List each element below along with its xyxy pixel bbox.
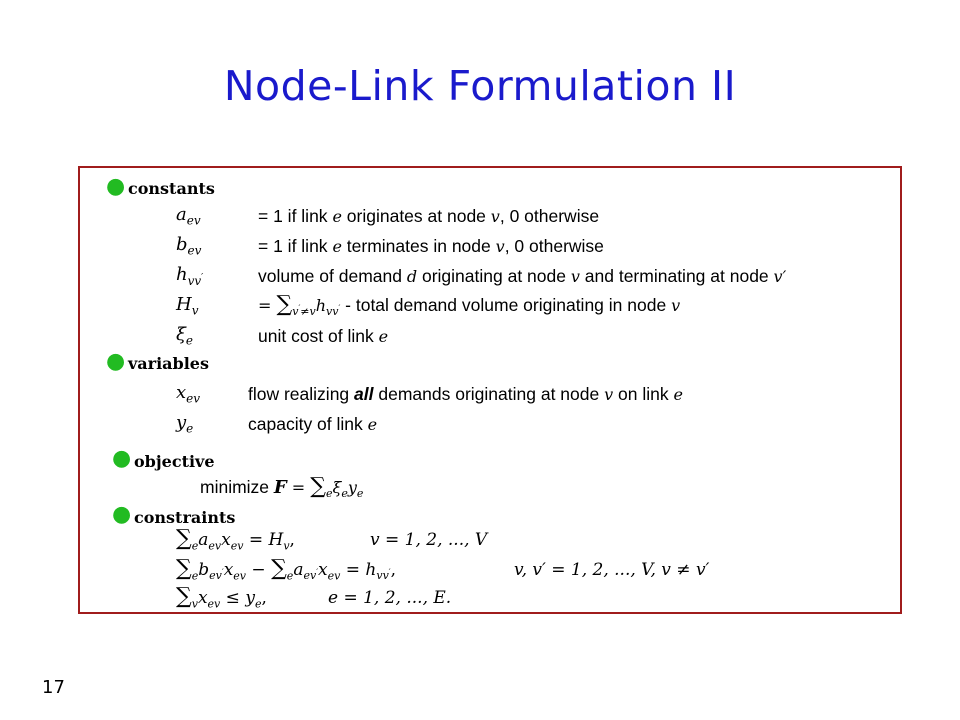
- formulation-box: [78, 166, 902, 614]
- bullet-variables: ●: [106, 349, 126, 374]
- constraint-1-range: v = 1, 2, ..., V: [370, 530, 488, 550]
- desc-y-e: capacity of link e: [248, 414, 378, 434]
- heading-constants: constants: [128, 179, 215, 198]
- constraint-2-range: v, v′ = 1, 2, ..., V, v ≠ v′: [514, 560, 710, 580]
- constraint-1: $\sum_ea_{ev}x_{ev} = H_v$,: [176, 526, 295, 553]
- symbol-a-ev: $a_{ev}$: [176, 204, 201, 228]
- symbol-xi-e: $\xi_e$: [176, 324, 194, 348]
- symbol-y-e: $y_e$: [176, 412, 194, 436]
- slide-title: Node-Link Formulation II: [223, 62, 737, 110]
- symbol-H-v: $H_v$: [176, 294, 199, 318]
- desc-x-ev: flow realizing all demands originating at node v on link e: [248, 384, 683, 404]
- desc-h-vv: volume of demand d originating at node v and terminating at node v′: [258, 266, 787, 286]
- bullet-constants: ●: [106, 174, 126, 199]
- constraint-2: $\sum_eb_{ev'}x_{ev} - \sum_ea_{ev'}x_{ev} = h_{vv'}$,: [176, 556, 397, 583]
- desc-b-ev: = 1 if link e terminates in node v, 0 otherwise: [258, 236, 604, 256]
- bullet-constraints: ●: [112, 502, 132, 527]
- heading-variables: variables: [128, 354, 209, 373]
- bullet-objective: ●: [112, 446, 132, 471]
- symbol-h-vv: $h_{vv'}$: [176, 264, 204, 288]
- desc-xi-e: unit cost of link e: [258, 326, 389, 346]
- heading-objective: objective: [134, 452, 215, 471]
- symbol-b-ev: $b_{ev}$: [176, 234, 202, 258]
- desc-a-ev: = 1 if link e originates at node v, 0 otherwise: [258, 206, 600, 226]
- constraint-3: $\sum_vx_{ev} \le y_e$,: [176, 584, 267, 611]
- symbol-x-ev: $x_{ev}$: [176, 382, 201, 406]
- page-number: 17: [42, 677, 65, 698]
- heading-constraints: constraints: [134, 508, 236, 527]
- desc-H-v: = $\sum_{v'\ne v}h_{vv'}$ - total demand volume originating in node v: [258, 292, 681, 319]
- constraint-3-range: e = 1, 2, ..., E.: [328, 588, 452, 608]
- objective-function: minimize $F = \sum_e\xi_ey_e$: [200, 474, 364, 501]
